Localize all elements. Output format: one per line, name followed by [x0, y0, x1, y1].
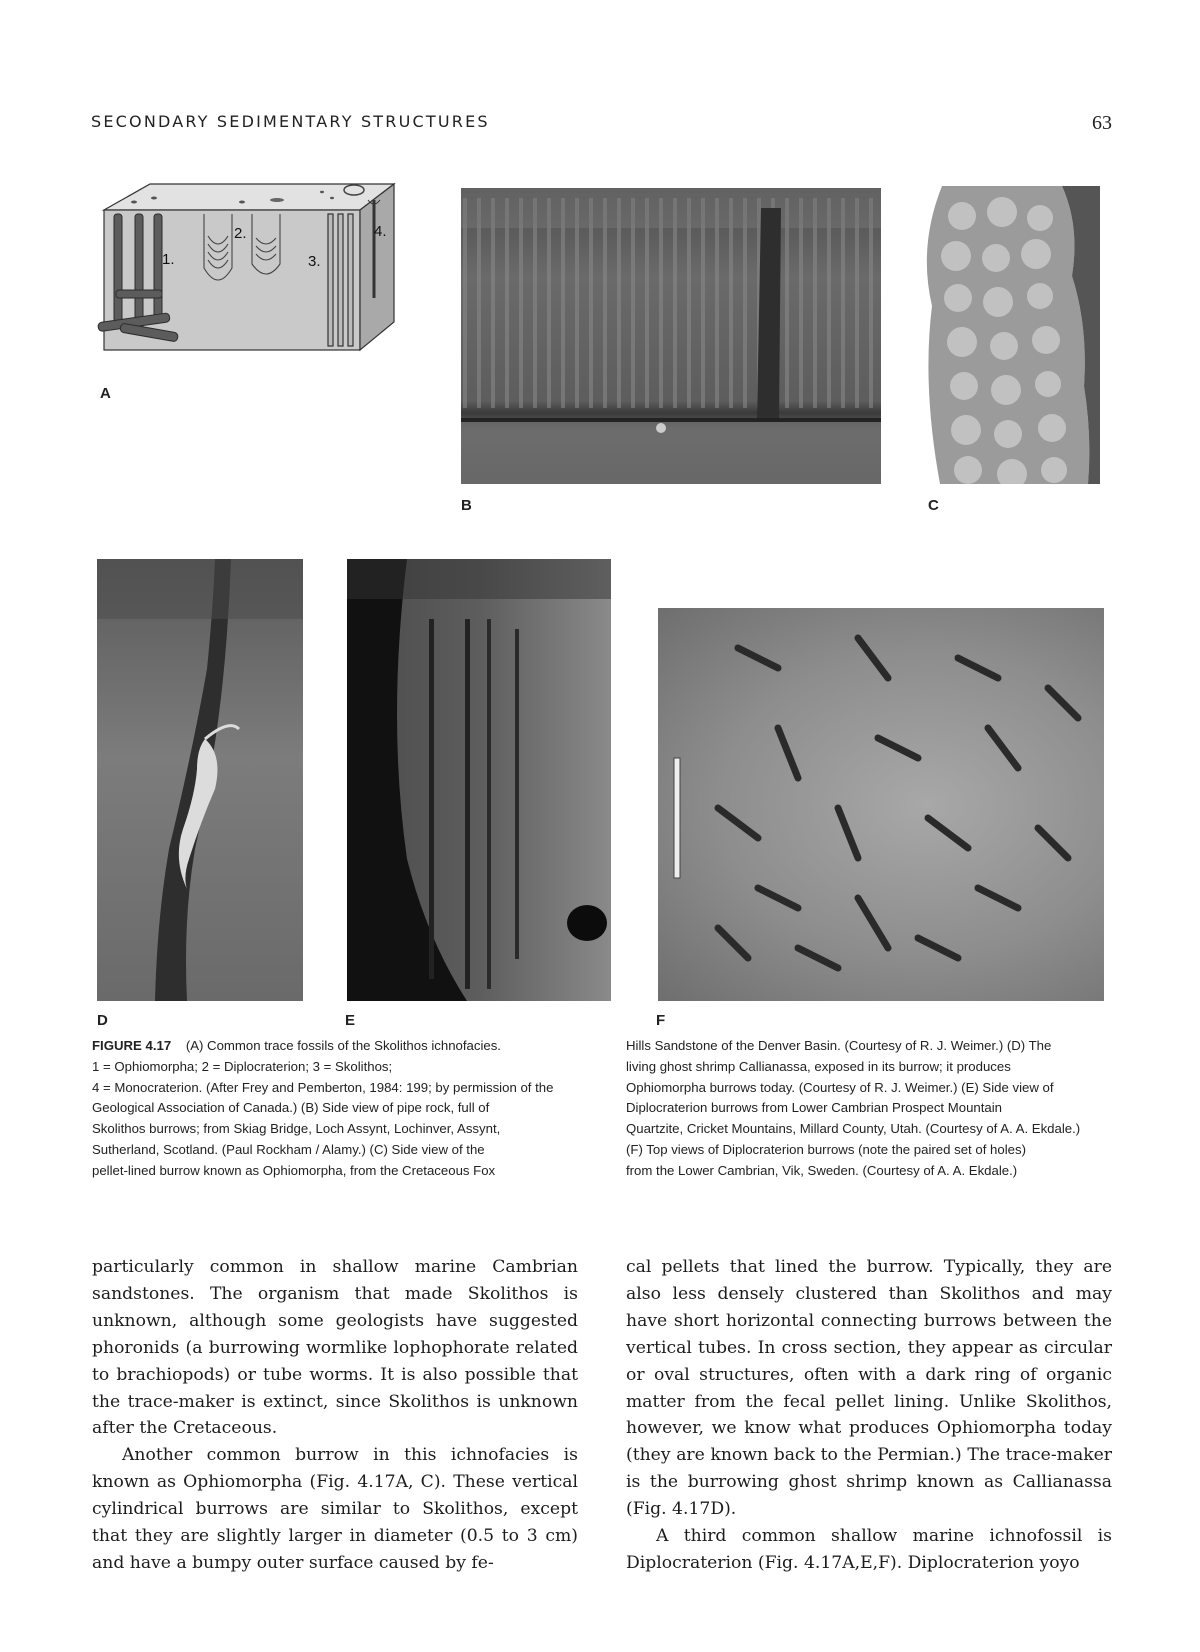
body-column-right [626, 1254, 1112, 1577]
panel-label-e: E [345, 1012, 356, 1029]
body-paragraph: Another common burrow in this ichnofacies is known as Ophiomorpha (Fig. 4.17A, C). These vertical cylindrical burrows are similar to Skolithos, except that they are slightly larger in diameter (0.5 to 3 cm) and have a bumpy outer surface caused by fe- [92, 1445, 578, 1573]
figure-panel-e-photo [347, 559, 611, 1001]
panel-label-b: B [461, 497, 472, 514]
body-column-left [92, 1254, 578, 1577]
panel-label-a: A [100, 385, 111, 402]
caption-line: Sutherland, Scotland. (Paul Rockham / Alamy.) (C) Side view of the [92, 1141, 485, 1157]
figure-panel-c-photo [912, 186, 1100, 484]
panel-label-c: C [928, 497, 939, 514]
figure-panel-a-diagram [92, 178, 412, 358]
panel-label-d: D [97, 1012, 108, 1029]
caption-line: Ophiomorpha burrows today. (Courtesy of R. J. Weimer.) (E) Side view of [626, 1079, 1054, 1095]
caption-line: 4 = Monocraterion. (After Frey and Pemberton, 1984: 199; by permission of the [92, 1079, 554, 1095]
caption-line: Hills Sandstone of the Denver Basin. (Courtesy of R. J. Weimer.) (D) The [626, 1038, 1052, 1053]
caption-line: Quartzite, Cricket Mountains, Millard County, Utah. (Courtesy of A. A. Ekdale.) [626, 1121, 1081, 1137]
panel-label-f: F [656, 1012, 666, 1029]
caption-line: pellet-lined burrow known as Ophiomorpha, from the Cretaceous Fox [92, 1162, 496, 1178]
caption-line: living ghost shrimp Callianassa, exposed in its burrow; it produces [626, 1058, 1011, 1074]
figure-panel-f-photo [658, 608, 1104, 1001]
caption-line: from the Lower Cambrian, Vik, Sweden. (Courtesy of A. A. Ekdale.) [626, 1162, 1018, 1178]
running-header: SECONDARY SEDIMENTARY STRUCTURES [91, 112, 490, 131]
caption-line: Skolithos burrows; from Skiag Bridge, Loch Assynt, Lochinver, Assynt, [92, 1121, 501, 1137]
figure-label: FIGURE 4.17 [92, 1038, 172, 1053]
caption-line: 1 = Ophiomorpha; 2 = Diplocraterion; 3 = Skolithos; [92, 1058, 393, 1074]
body-paragraph: particularly common in shallow marine Cambrian sandstones. The organism that made Skolithos is unknown, although some geologists have suggested phoronids (a burrowing wormlike lophophorate related to brachiopods) or tube worms. It is also possible that the trace-maker is extinct, since Skolithos is unknown after the Cretaceous. [92, 1257, 578, 1439]
figure-caption-left [92, 1036, 612, 1182]
figure-caption-right [626, 1036, 1116, 1182]
caption-line: Diplocraterion burrows from Lower Cambrian Prospect Mountain [626, 1100, 1002, 1116]
diagram-number-4: 4. [374, 223, 387, 240]
figure-panel-d-photo [97, 559, 303, 1001]
caption-line: (F) Top views of Diplocraterion burrows (note the paired set of holes) [626, 1141, 1026, 1157]
caption-line: Geological Association of Canada.) (B) Side view of pipe rock, full of [92, 1100, 490, 1116]
page-number: 63 [1092, 112, 1112, 134]
body-paragraph: cal pellets that lined the burrow. Typically, they are also less densely clustered than Skolithos and may have short horizontal connecting burrows between the vertical tubes. In cross section, they appear as circular or oval structures, often with a dark ring of organic matter from the fecal pellet lining. Unlike Skolithos, however, we know what produces Ophiomorpha today (they are known back to the Permian.) The trace-maker is the burrowing ghost shrimp known as Callianassa (Fig. 4.17D). [626, 1257, 1112, 1520]
diagram-number-1: 1. [162, 251, 175, 268]
diagram-number-2: 2. [234, 225, 247, 242]
diagram-number-3: 3. [308, 253, 321, 270]
figure-panel-b-photo [461, 188, 881, 484]
body-paragraph: A third common shallow marine ichnofossil is Diplocraterion (Fig. 4.17A,E,F). Diplocraterion yoyo [626, 1526, 1112, 1573]
caption-line: (A) Common trace fossils of the Skolithos ichnofacies. [185, 1038, 501, 1053]
